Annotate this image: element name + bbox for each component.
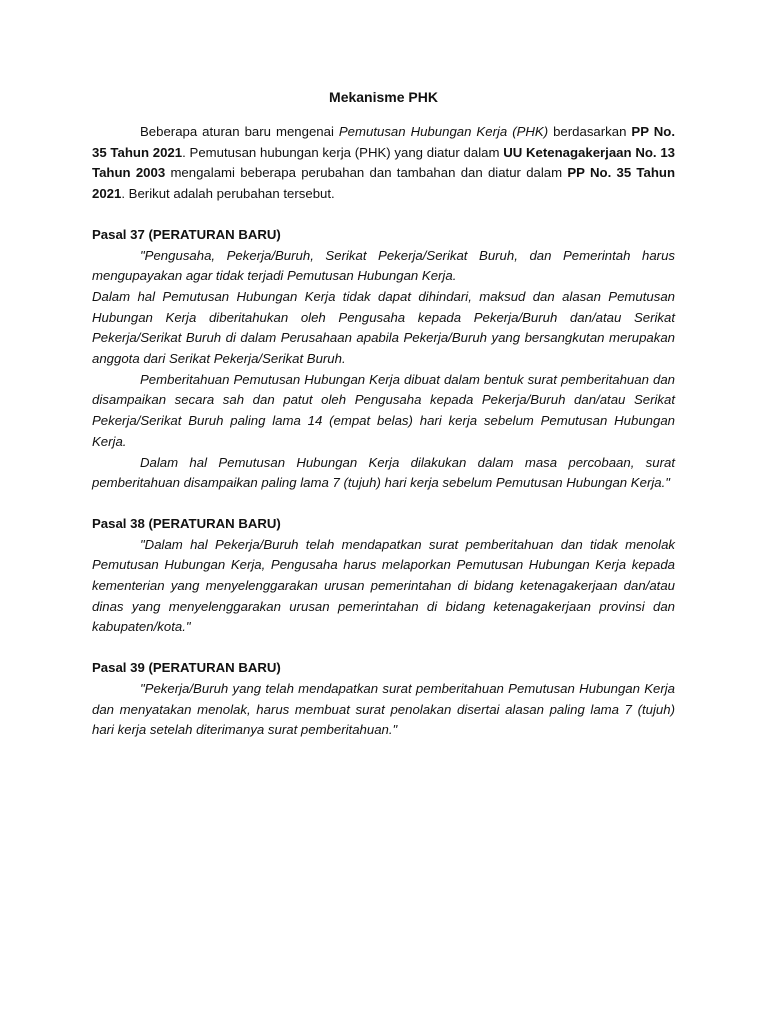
intro-text: berdasarkan xyxy=(548,124,632,139)
intro-reference-pp: PP No. 35 Tahun 2021 xyxy=(92,165,676,202)
intro-text: Beberapa aturan baru mengenai xyxy=(140,124,339,139)
section-paragraph: "Pekerja/Buruh yang telah mendapatkan surat pemberitahuan Pemutusan Hubungan Kerja dan menyatakan menolak, harus membuat surat penolakan disertai alasan paling lama 7 (tujuh) hari kerja setelah diterimanya surat pemberitahuan." xyxy=(92,680,675,738)
section-paragraph: Pemberitahuan Pemutusan Hubungan Kerja dibuat dalam bentuk surat pemberitahuan dan disampaikan secara sah dan patut oleh Pengusaha kepada Pekerja/Buruh dan/atau Serikat Pekerja/Serikat Buruh paling lama 14 (empat belas) hari kerja sebelum Pemutusan Hubungan Kerja. xyxy=(92,371,675,449)
section-pasal-38 xyxy=(92,514,675,638)
intro-text: . Berikut adalah perubahan tersebut. xyxy=(121,186,335,202)
intro-reference-uu: UU Ketenagakerjaan No. 13 Tahun 2003 xyxy=(92,144,675,181)
section-pasal-37 xyxy=(92,225,675,494)
document-page xyxy=(92,86,675,761)
document-title: Mekanisme PHK xyxy=(329,89,438,105)
section-pasal-39 xyxy=(92,658,675,741)
section-paragraph: "Dalam hal Pekerja/Buruh telah mendapatkan surat pemberitahuan dan tidak menolak Pemutusan Hubungan Kerja, Pengusaha harus melaporkan Pemutusan Hubungan Kerja kepada kementerian yang menyelenggarakan urusan pemerintahan di bidang ketenagakerjaan dan/atau dinas yang menyelenggarakan urusan pemerintahan di bidang ketenagakerjaan provinsi dan kabupaten/kota." xyxy=(92,536,675,635)
section-paragraph: "Pengusaha, Pekerja/Buruh, Serikat Pekerja/Serikat Buruh, dan Pemerintah harus mengupayakan agar tidak terjadi Pemutusan Hubungan Kerja. xyxy=(92,247,675,284)
intro-text: mengalami beberapa perubahan dan tambahan dan diatur dalam xyxy=(165,165,568,181)
section-heading: Pasal 37 (PERATURAN BARU) xyxy=(92,226,281,242)
intro-reference-pp: PP No. 35 Tahun 2021 xyxy=(92,124,675,160)
section-paragraph: Dalam hal Pemutusan Hubungan Kerja dilakukan dalam masa percobaan, surat pemberitahuan disampaikan paling lama 7 (tujuh) hari kerja sebelum Pemutusan Hubungan Kerja." xyxy=(92,454,675,491)
section-paragraph: Dalam hal Pemutusan Hubungan Kerja tidak dapat dihindari, maksud dan alasan Pemutusan Hubungan Kerja diberitahukan oleh Pengusaha kepada Pekerja/Buruh dan/atau Serikat Pekerja/Serikat Buruh di dalam Perusahaan apabila Pekerja/Buruh yang bersangkutan merupakan anggota dari Serikat Pekerja/Serikat Buruh. xyxy=(92,288,675,367)
intro-term-phk: Pemutusan Hubungan Kerja (PHK) xyxy=(338,124,549,139)
intro-text: . Pemutusan hubungan kerja (PHK) yang diatur dalam xyxy=(182,144,504,160)
intro-paragraph xyxy=(92,122,675,205)
section-heading: Pasal 38 (PERATURAN BARU) xyxy=(92,515,281,531)
section-heading: Pasal 39 (PERATURAN BARU) xyxy=(92,660,281,676)
